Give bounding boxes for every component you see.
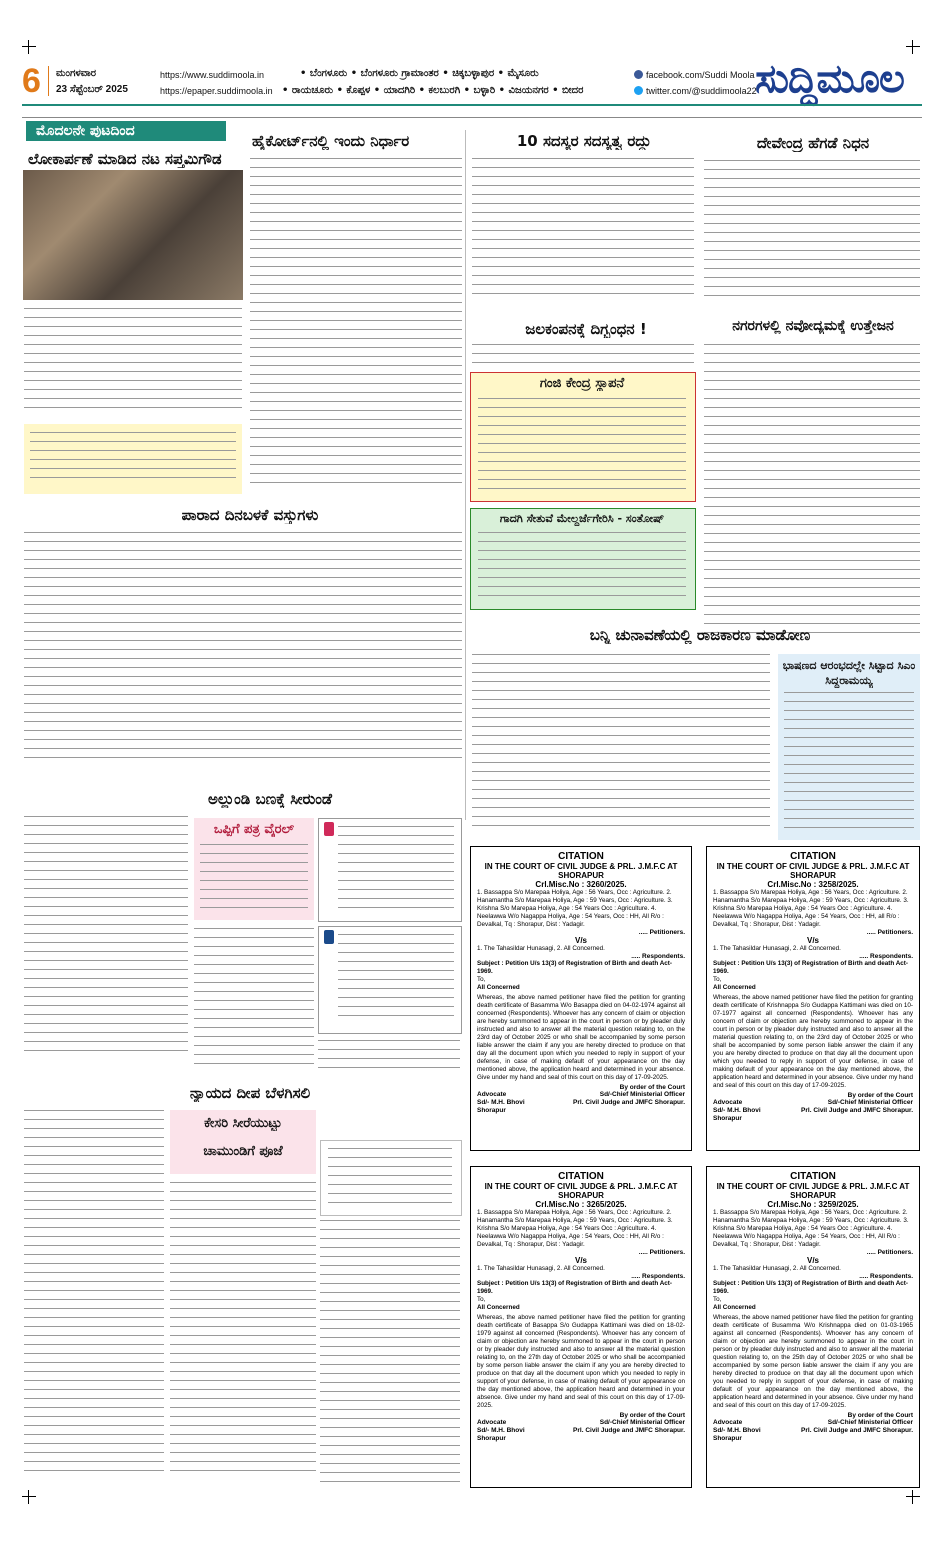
article-text — [704, 344, 920, 644]
article-text — [472, 654, 770, 834]
section-label: ಮೊದಲನೇ ಪುಟದಿಂದ — [26, 121, 226, 141]
crop-mark — [22, 1490, 36, 1504]
officer-officer: Sd/-Chief Ministerial Officer — [599, 1419, 685, 1426]
column-rule — [465, 130, 466, 820]
court-name: IN THE COURT OF CIVIL JUDGE & PRL. J.M.F.C AT — [484, 862, 678, 871]
article-text — [478, 398, 686, 494]
address-to: To, — [713, 976, 722, 983]
versus-label: V/s — [574, 936, 587, 945]
court-place: SHORAPUR — [558, 871, 604, 880]
case-number: Crl.Misc.No : 3260/2025. — [535, 880, 627, 889]
advocate-adv-name: Sd/- M.H. Bhovi — [477, 1099, 525, 1106]
advocate-adv-place: Shorapur — [713, 1435, 742, 1442]
advocate-adv-place: Shorapur — [477, 1435, 506, 1442]
address-to: To, — [477, 1296, 486, 1303]
court-name: IN THE COURT OF CIVIL JUDGE & PRL. J.M.F.C AT — [716, 1182, 910, 1191]
opinion-avatar — [324, 822, 334, 836]
article-text — [704, 160, 920, 310]
versus-label: V/s — [574, 1256, 587, 1265]
citation-title: CITATION — [790, 1171, 836, 1182]
advocate-block — [713, 1099, 761, 1123]
respondent-list: 1. The Tahasildar Hunasagi, 2. All Concerned. — [713, 1265, 841, 1272]
court-order: By order of the Court — [847, 1412, 913, 1419]
headline-election: ಬನ್ನಿ ಚುನಾವಣೆಯಲ್ಲಿ ರಾಜಕಾರಣ ಮಾಡೋಣ — [589, 626, 811, 644]
signature-block — [713, 1419, 913, 1443]
headline-cm-text: ಭಾಷಣದ ಆರಂಭದಲ್ಲೇ ಸಿಟ್ಟಾದ ಸಿಎಂ ಸಿದ್ದರಾಮಯ್ಯ — [782, 659, 916, 687]
facebook-link[interactable]: facebook.com/Suddi Moola — [646, 70, 755, 80]
cities-row-2: • ರಾಯಚೂರು • ಕೊಪ್ಪಳ • ಯಾದಗಿರಿ • ಕಲಬುರಗಿ • ಬಳ್ಳಾರಿ • ವಿಜಯನಗರ • ಬೀದರ — [282, 85, 584, 96]
court-order: By order of the Court — [619, 1084, 685, 1091]
advocate-block — [477, 1419, 525, 1443]
article-text — [338, 826, 454, 916]
subject-line: Subject : Petition U/s 13(3) of Registration of Birth and death Act-1969. — [713, 960, 908, 975]
case-number: Crl.Misc.No : 3259/2025. — [767, 1200, 859, 1209]
article-text — [472, 344, 694, 368]
respondents-label: ..... Respondents. — [631, 953, 685, 960]
officer-officer: Sd/-Chief Ministerial Officer — [827, 1419, 913, 1426]
advocate-adv-place: Shorapur — [713, 1115, 742, 1122]
facebook-icon — [634, 70, 643, 79]
petitioners-label: ..... Petitioners. — [638, 929, 685, 936]
article-text — [24, 308, 242, 418]
headline-obituary: ದೇವೇಂದ್ರ ಹೆಗಡೆ ನಿಧನ — [756, 134, 870, 152]
address-all: All Concerned — [477, 984, 520, 991]
header-divider — [48, 66, 49, 96]
petitioner-list: 1. Bassappa S/o Marepaa Holiya, Age : 56 Years, Occ : Agriculture. 2. Hanamantha S/o Marepaa Holiya, Age : 59 Years, Occ : Agriculture. 3. Krishna S/o Marepaa Holiya, Age : 54 Years Occ : Agriculture. 4. Neelawwa W/o Nagappa Holiya, Age : 54 Years, Occ : HH, All R/o : Devalkal, Tq : Shorapur, Dist : Yadagir. — [477, 889, 673, 928]
petitioner-list: 1. Bassappa S/o Marepaa Holiya, Age : 56 Years, Occ : Agriculture. 2. Hanamantha S/o Marepaa Holiya, Age : 59 Years, Occ : Agriculture. 3. Krishna S/o Marepaa Holiya, Age : 54 Years Occ : Agriculture. 4. Neelawwa W/o Nagappa Holiya, Age : 54 Years, Occ : HH, All R/o : Devalkal, Tq : Shorapur, Dist : Yadagir. — [477, 1209, 673, 1248]
court-name: IN THE COURT OF CIVIL JUDGE & PRL. J.M.F.C AT — [716, 862, 910, 871]
headline-membership: 10 ಸದಸ್ಯರ ಸದಸ್ಯತ್ವ ರದ್ದು — [516, 132, 652, 150]
advocate-adv-name: Sd/- M.H. Bhovi — [713, 1107, 761, 1114]
info-box-text — [30, 432, 236, 488]
respondents-label: ..... Respondents. — [631, 1273, 685, 1280]
article-text — [328, 1148, 452, 1210]
signature-block — [713, 1099, 913, 1123]
petitioners-label: ..... Petitioners. — [638, 1249, 685, 1256]
header-rule — [22, 104, 922, 106]
article-text — [194, 928, 314, 1078]
petitioners-label: ..... Petitioners. — [866, 929, 913, 936]
officer-judge: Prl. Civil Judge and JMFC Shorapur. — [801, 1427, 913, 1434]
signature-block — [477, 1419, 685, 1443]
crop-mark — [906, 1490, 920, 1504]
respondents-label: ..... Respondents. — [859, 953, 913, 960]
officer-block — [801, 1099, 913, 1123]
advocate-adv-name: Sd/- M.H. Bhovi — [713, 1427, 761, 1434]
respondent-list: 1. The Tahasildar Hunasagi, 2. All Concerned. — [477, 1265, 605, 1272]
article-text — [24, 1110, 164, 1488]
advocate-adv-place: Shorapur — [477, 1107, 506, 1114]
advocate-advocate: Advocate — [477, 1419, 507, 1426]
citation-title: CITATION — [558, 851, 604, 862]
headline-justice: ನ್ಯಾಯದ ದೀಪ ಬೆಳಗಿಸಲಿ — [189, 1084, 311, 1102]
officer-block — [801, 1419, 913, 1443]
citation-body: Whereas, the above named petitioner have filed the petition for granting death certificate of Busamma W/o Krishnappa died on 01-03-1965 against all concerned (Respondents). Whoever has any concern of claim or objection are hereby summoned to appear in the court in person or by pleader duly instructed and also to answer all the material question relating to, on the 25th day of October 2025 or who shall be accompanied by some person liable answer the claim if any you are hereby directed to produce on that day all the document upon which you needed to reply in support of your defense, in case of making default of your appearance on the day mentioned above, the application heard and determined in your absence. Give under my hand and seal of this court on this day of 17-09-2025. — [713, 1314, 913, 1409]
respondent-list: 1. The Tahasildar Hunasagi, 2. All Concerned. — [477, 945, 605, 952]
officer-judge: Prl. Civil Judge and JMFC Shorapur. — [801, 1107, 913, 1114]
respondents-label: ..... Respondents. — [859, 1273, 913, 1280]
page-number: 6 — [22, 62, 41, 100]
headline-bridge: ಗಾದಗಿ ಸೇತುವೆ ಮೇಲ್ದರ್ಜೆಗೇರಿಸಿ - ಸಂತೋಷ್ — [499, 512, 665, 525]
headline-cm — [782, 658, 916, 688]
court-name: IN THE COURT OF CIVIL JUDGE & PRL. J.M.F.C AT — [484, 1182, 678, 1191]
advocate-block — [713, 1419, 761, 1443]
article-text — [784, 692, 914, 836]
headline-ganji: ಗಂಜಿ ಕೇಂದ್ರ ಸ್ಥಾಪನೆ — [539, 376, 625, 391]
address-all: All Concerned — [713, 1304, 756, 1311]
article-text — [200, 844, 308, 916]
headline-letter: ಒಪ್ಪಿಗೆ ಪತ್ರ ವೈರಲ್ — [213, 822, 295, 837]
twitter-icon — [634, 86, 643, 95]
subject-line: Subject : Petition U/s 13(3) of Registration of Birth and death Act-1969. — [477, 960, 672, 975]
advocate-advocate: Advocate — [713, 1419, 743, 1426]
issue-day: ಮಂಗಳವಾರ — [56, 68, 97, 79]
advocate-advocate: Advocate — [713, 1099, 743, 1106]
subject-line: Subject : Petition U/s 13(3) of Registration of Birth and death Act-1969. — [477, 1280, 672, 1295]
citation-notice — [470, 846, 692, 1151]
article-text — [320, 1220, 460, 1488]
address-to: To, — [713, 1296, 722, 1303]
signature-block — [477, 1091, 685, 1115]
petitioners-label: ..... Petitioners. — [866, 1249, 913, 1256]
crowd-photo — [23, 170, 243, 300]
article-text — [170, 1182, 316, 1488]
citation-body: Whereas, the above named petitioner have filed the petition for granting death certificate of Krishnappa S/o Gudappa Kattimani was died on 10-07-1977 against all concerned (Respondents). Whoever has any concern of claim or objection are hereby summoned to appear in the court in person or by pleader duly instructed and also to answer all the material question relating to, on the 23rd day of October 2025 or who shall be accompanied by some person liable answer the claim if any you are hereby directed to produce on that day all the document upon which you needed to reply in support of your defense, in case of making default of your appearance on the day mentioned above, the application heard and determined in your absence. Give under my hand and seal of this court on this day of 17-09-2025. — [713, 994, 913, 1089]
versus-label: V/s — [806, 1256, 819, 1265]
headline-startup: ನಗರಗಳಲ್ಲಿ ನವೋದ್ಯಮಕ್ಕೆ ಉತ್ತೇಜನ — [732, 318, 894, 334]
website-link[interactable]: https://www.suddimoola.in — [160, 70, 265, 80]
opinion-avatar — [324, 930, 334, 944]
advocate-block — [477, 1091, 525, 1115]
court-place: SHORAPUR — [558, 1191, 604, 1200]
headline-launch: ಲೋಕಾರ್ಪಣೆ ಮಾಡಿದ ನಟ ಸಪ್ತಮಿಗೌಡ — [28, 150, 222, 168]
article-text — [318, 1040, 460, 1078]
citation-notice — [706, 1166, 920, 1488]
citation-title: CITATION — [790, 851, 836, 862]
officer-judge: Prl. Civil Judge and JMFC Shorapur. — [573, 1099, 685, 1106]
issue-date: 23 ಸೆಪ್ಟೆಂಬರ್ 2025 — [56, 84, 128, 95]
court-place: SHORAPUR — [790, 871, 836, 880]
header-rule-thin — [22, 117, 922, 118]
cities-row-1: • ಬೆಂಗಳೂರು • ಬೆಂಗಳೂರು ಗ್ರಾಮಾಂತರ • ಚಿಕ್ಕಬಳ್ಳಾಪುರ • ಮೈಸೂರು — [300, 68, 539, 79]
crop-mark — [22, 40, 36, 54]
citation-body: Whereas, the above named petitioner have filed the petition for granting death certificate of Basamma W/o Basappa died on 04-02-1974 against all concerned (Respondents). Whoever has any concern of claim or objection are hereby summoned to appear in the court in person or by pleader duly instructed and also to answer all the material question relating to, on the 23rd day of October 2025 or who shall be accompanied by some person liable answer the claim if any you are hereby directed to produce on that day all the document upon which you needed to reply in support of your defense, in case of making default of your appearance on the day mentioned above, the application heard and determined in your absence. Give under my hand and seal of this court on this day of 17-09-2025. — [477, 994, 685, 1081]
advocate-adv-name: Sd/- M.H. Bhovi — [477, 1427, 525, 1434]
crop-mark — [906, 40, 920, 54]
case-number: Crl.Misc.No : 3258/2025. — [767, 880, 859, 889]
article-text — [250, 158, 462, 498]
versus-label: V/s — [806, 936, 819, 945]
article-text — [478, 532, 686, 602]
article-text — [338, 934, 454, 1028]
article-text — [472, 158, 694, 308]
subject-line: Subject : Petition U/s 13(3) of Registration of Birth and death Act-1969. — [713, 1280, 908, 1295]
petitioner-list: 1. Bassappa S/o Marepaa Holiya, Age : 56 Years, Occ : Agriculture. 2. Hanamantha S/o Marepaa Holiya, Age : 59 Years, Occ : Agriculture. 3. Krishna S/o Marepaa Holiya, Age : 54 Years Occ : Agriculture. 4. Neelawwa W/o Nagappa Holiya, Age : 54 Years, Occ : HH, all R/o : Devalkal, Tq : Shorapur, Dist : Yadagir. — [713, 889, 909, 928]
court-order: By order of the Court — [619, 1412, 685, 1419]
headline-saree-2: ಚಾಮುಂಡಿಗೆ ಪೂಜೆ — [203, 1144, 283, 1159]
masthead-logo: ಸುದ್ದಿಮೂಲ — [755, 56, 904, 102]
citation-notice — [470, 1166, 692, 1488]
twitter-link[interactable]: twitter.com/@suddimoola22 — [646, 86, 757, 96]
address-to: To, — [477, 976, 486, 983]
citation-title: CITATION — [558, 1171, 604, 1182]
epaper-link[interactable]: https://epaper.suddimoola.in — [160, 86, 273, 96]
address-all: All Concerned — [477, 1304, 520, 1311]
address-all: All Concerned — [713, 984, 756, 991]
officer-block — [573, 1091, 685, 1115]
officer-officer: Sd/-Chief Ministerial Officer — [827, 1099, 913, 1106]
court-place: SHORAPUR — [790, 1191, 836, 1200]
headline-essentials: ಪಾರಾದ ದಿನಬಳಕೆ ವಸ್ತುಗಳು — [181, 506, 319, 524]
respondent-list: 1. The Tahasildar Hunasagi, 2. All Concerned. — [713, 945, 841, 952]
court-order: By order of the Court — [847, 1092, 913, 1099]
petitioner-list: 1. Bassappa S/o Marepaa Holiya, Age : 56 Years, Occ : Agriculture. 2. Hanamantha S/o Marepaa Holiya, Age : 59 Years, Occ : Agriculture. 3. Krishna S/o Marepaa Holiya, Age : 54 Years Occ : Agriculture. 4. Neelawwa W/o Nagappa Holiya, Age : 54 Years, Occ : HH, All R/o : Devalkal, Tq : Shorapur, Dist : Yadagir. — [713, 1209, 909, 1248]
case-number: Crl.Misc.No : 3265/2025. — [535, 1200, 627, 1209]
article-text — [24, 816, 188, 1066]
headline-water: ಜಲಕಂಪನಕ್ಕೆ ದಿಗ್ಬಂಧನ ! — [525, 320, 647, 338]
headline-allundi: ಅಲ್ಲುಂಡಿ ಬಣಕ್ಕೆ ಸೀರುಂಡೆ — [207, 790, 333, 808]
officer-block — [573, 1419, 685, 1443]
advocate-advocate: Advocate — [477, 1091, 507, 1098]
article-text — [24, 532, 462, 772]
headline-saree-1: ಕೇಸರಿ ಸೀರೆಯುಟ್ಟು — [204, 1116, 282, 1131]
citation-body: Whereas, the above named petitioner have filed the petition for granting death certificate of Basappa S/o Gudappa Kattimani was died on 18-02-1979 against all concerned (Respondents). Whoever has any concern of claim or objection are hereby summoned to appear in the court in person or by pleader duly instructed and also to answer all the material question relating to, on the 27th day of October 2025 or who shall be accompanied by some person liable answer the claim if any you are hereby directed to produce on that day all the document upon which you needed to reply in support of your defense, in case of making default of your appearance on the day mentioned above, the application heard and determined in your absence. Give under my hand and seal of this court on this day of 17-09-2025. — [477, 1314, 685, 1409]
officer-judge: Prl. Civil Judge and JMFC Shorapur. — [573, 1427, 685, 1434]
officer-officer: Sd/-Chief Ministerial Officer — [599, 1091, 685, 1098]
citation-notice — [706, 846, 920, 1151]
headline-highcourt: ಹೈಕೋರ್ಟ್‌ನಲ್ಲಿ ಇಂದು ನಿರ್ಧಾರ — [252, 132, 410, 150]
